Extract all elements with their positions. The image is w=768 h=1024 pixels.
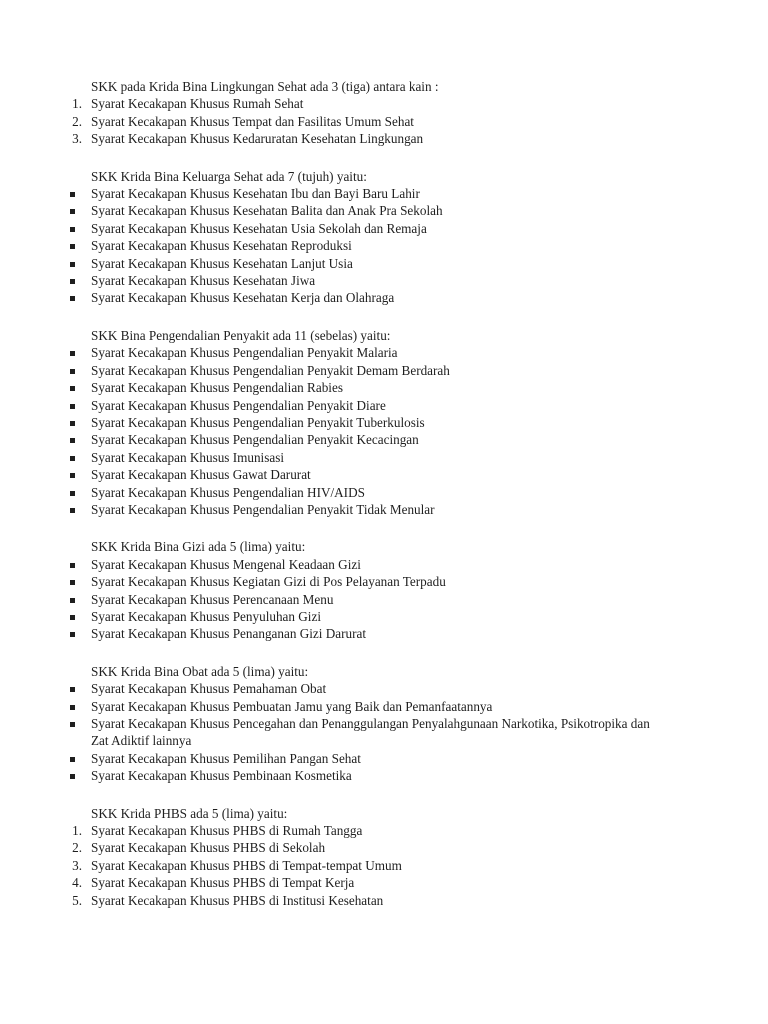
list-item [0,857,651,874]
list-item-text: Syarat Kecakapan Khusus Tempat dan Fasilitas Umum Sehat [91,113,414,129]
list-item [0,466,651,483]
list-item-text: Syarat Kecakapan Khusus PHBS di Rumah Tangga [91,823,363,839]
bullet-icon [70,705,75,710]
list-item-text: Syarat Kecakapan Khusus Pemahaman Obat [91,681,327,697]
list-item-text: Syarat Kecakapan Khusus Mengenal Keadaan Gizi [91,556,361,572]
list-item-text: Syarat Kecakapan Khusus Kesehatan Balita dan Anak Pra Sekolah [91,203,443,219]
list-number: 5. [72,892,82,908]
list-number: 1. [72,823,82,839]
list-item [0,431,651,448]
list-item [0,822,651,839]
section-heading: SKK pada Krida Bina Lingkungan Sehat ada 3 (tiga) antara kain : [91,79,439,94]
bullet-icon [70,296,75,301]
bullet-icon [70,262,75,267]
section [0,168,768,307]
list-item [0,344,651,361]
list-item [0,113,651,130]
bullet-icon [70,209,75,214]
section-heading: SKK Krida Bina Keluarga Sehat ada 7 (tujuh) yaitu: [91,168,367,184]
list-item-text: Syarat Kecakapan Khusus Imunisasi [91,449,285,465]
list-number: 1. [72,96,82,112]
list-item [0,573,651,590]
list-item [0,414,651,431]
list-item-text: Syarat Kecakapan Khusus Pengendalian Penyakit Malaria [91,345,398,361]
list-item-text: Syarat Kecakapan Khusus Pengendalian Penyakit Demam Berdarah [91,362,450,378]
bullet-icon [70,279,75,284]
list-item-text: Syarat Kecakapan Khusus Rumah Sehat [91,96,304,112]
section [0,78,768,148]
section [0,663,768,785]
list-item-text: Syarat Kecakapan Khusus Penanganan Gizi Darurat [91,626,367,642]
bulleted-list [0,185,768,307]
bullet-icon [70,722,75,727]
list-item-text: Syarat Kecakapan Khusus Pembinaan Kosmetika [91,768,352,784]
list-item-text: Syarat Kecakapan Khusus Pemilihan Pangan Sehat [91,750,361,766]
list-item [0,750,651,767]
list-item [0,237,651,254]
list-item-text: Syarat Kecakapan Khusus Kesehatan Ibu dan Bayi Baru Lahir [91,186,420,202]
bullet-icon [70,632,75,637]
list-item [0,591,651,608]
list-item [0,255,651,272]
list-item-text: Syarat Kecakapan Khusus Pembuatan Jamu yang Baik dan Pemanfaatannya [91,698,493,714]
list-item-text: Syarat Kecakapan Khusus Kesehatan Lanjut Usia [91,255,353,271]
bullet-icon [70,351,75,356]
list-item [0,839,651,856]
list-item [0,397,651,414]
document-body [0,78,768,929]
list-item-text: Syarat Kecakapan Khusus Perencanaan Menu [91,591,334,607]
list-number: 4. [72,875,82,891]
list-item-text: Syarat Kecakapan Khusus Pengendalian Penyakit Tuberkulosis [91,414,425,430]
list-item-text: Syarat Kecakapan Khusus Kesehatan Reproduksi [91,238,352,254]
list-item [0,625,651,642]
bullet-icon [70,757,75,762]
section [0,805,768,909]
list-item-text: Syarat Kecakapan Khusus Pengendalian Rabies [91,380,343,396]
list-item-text: Syarat Kecakapan Khusus Kesehatan Jiwa [91,273,316,289]
bulleted-list [0,556,768,643]
bullet-icon [70,491,75,496]
list-item [0,202,651,219]
list-item [0,608,651,625]
list-number: 3. [72,131,82,147]
numbered-list [0,822,768,909]
bullet-icon [70,386,75,391]
section-heading: SKK Bina Pengendalian Penyakit ada 11 (sebelas) yaitu: [91,327,391,343]
list-item [0,892,651,909]
list-item-text: Syarat Kecakapan Khusus PHBS di Sekolah [91,840,326,856]
bullet-icon [70,244,75,249]
bullet-icon [70,404,75,409]
list-item-text: Syarat Kecakapan Khusus Pencegahan dan Penanggulangan Penyalahgunaan Narkotika, Psikotropika dan Zat Adiktif lainnya [91,716,650,749]
bullet-icon [70,598,75,603]
list-item [0,874,651,891]
list-item-text: Syarat Kecakapan Khusus Kesehatan Kerja dan Olahraga [91,290,395,306]
bullet-icon [70,227,75,232]
bulleted-list [0,680,768,784]
list-item [0,484,651,501]
numbered-list [0,95,768,147]
list-item [0,95,651,112]
list-item [0,379,651,396]
bullet-icon [70,615,75,620]
bullet-icon [70,456,75,461]
list-item [0,185,651,202]
list-item [0,289,651,306]
list-item [0,220,651,237]
list-number: 2. [72,113,82,129]
bullet-icon [70,369,75,374]
bullet-icon [70,580,75,585]
list-item-text: Syarat Kecakapan Khusus PHBS di Tempat-tempat Umum [91,857,402,873]
list-item-text: Syarat Kecakapan Khusus Kedaruratan Kesehatan Lingkungan [91,131,424,147]
list-item-text: Syarat Kecakapan Khusus PHBS di Tempat Kerja [91,875,355,891]
bulleted-list [0,344,768,518]
list-item-text: Syarat Kecakapan Khusus Pengendalian HIV/AIDS [91,484,365,500]
list-item-text: Syarat Kecakapan Khusus Pengendalian Penyakit Diare [91,397,386,413]
list-number: 3. [72,857,82,873]
section [0,327,768,518]
list-item-text: Syarat Kecakapan Khusus Pengendalian Penyakit Tidak Menular [91,501,435,517]
bullet-icon [70,508,75,513]
list-item [0,362,651,379]
list-item-text: Syarat Kecakapan Khusus PHBS di Institusi Kesehatan [91,892,384,908]
list-item [0,272,651,289]
list-item [0,767,651,784]
section-heading: SKK Krida Bina Gizi ada 5 (lima) yaitu: [91,539,306,555]
bullet-icon [70,687,75,692]
bullet-icon [70,192,75,197]
list-item [0,680,651,697]
section [0,538,768,642]
list-item [0,130,651,147]
bullet-icon [70,473,75,478]
list-item [0,449,651,466]
bullet-icon [70,438,75,443]
list-item-text: Syarat Kecakapan Khusus Penyuluhan Gizi [91,608,321,624]
section-heading: SKK Krida Bina Obat ada 5 (lima) yaitu: [91,663,309,679]
list-item [0,501,651,518]
list-item-text: Syarat Kecakapan Khusus Gawat Darurat [91,467,311,483]
section-heading: SKK Krida PHBS ada 5 (lima) yaitu: [91,805,288,821]
list-item-text: Syarat Kecakapan Khusus Kegiatan Gizi di Pos Pelayanan Terpadu [91,574,446,590]
list-number: 2. [72,840,82,856]
bullet-icon [70,774,75,779]
list-item-text: Syarat Kecakapan Khusus Kesehatan Usia Sekolah dan Remaja [91,220,427,236]
list-item [0,715,651,750]
list-item [0,556,651,573]
list-item-text: Syarat Kecakapan Khusus Pengendalian Penyakit Kecacingan [91,432,419,448]
bullet-icon [70,421,75,426]
bullet-icon [70,563,75,568]
list-item [0,698,651,715]
